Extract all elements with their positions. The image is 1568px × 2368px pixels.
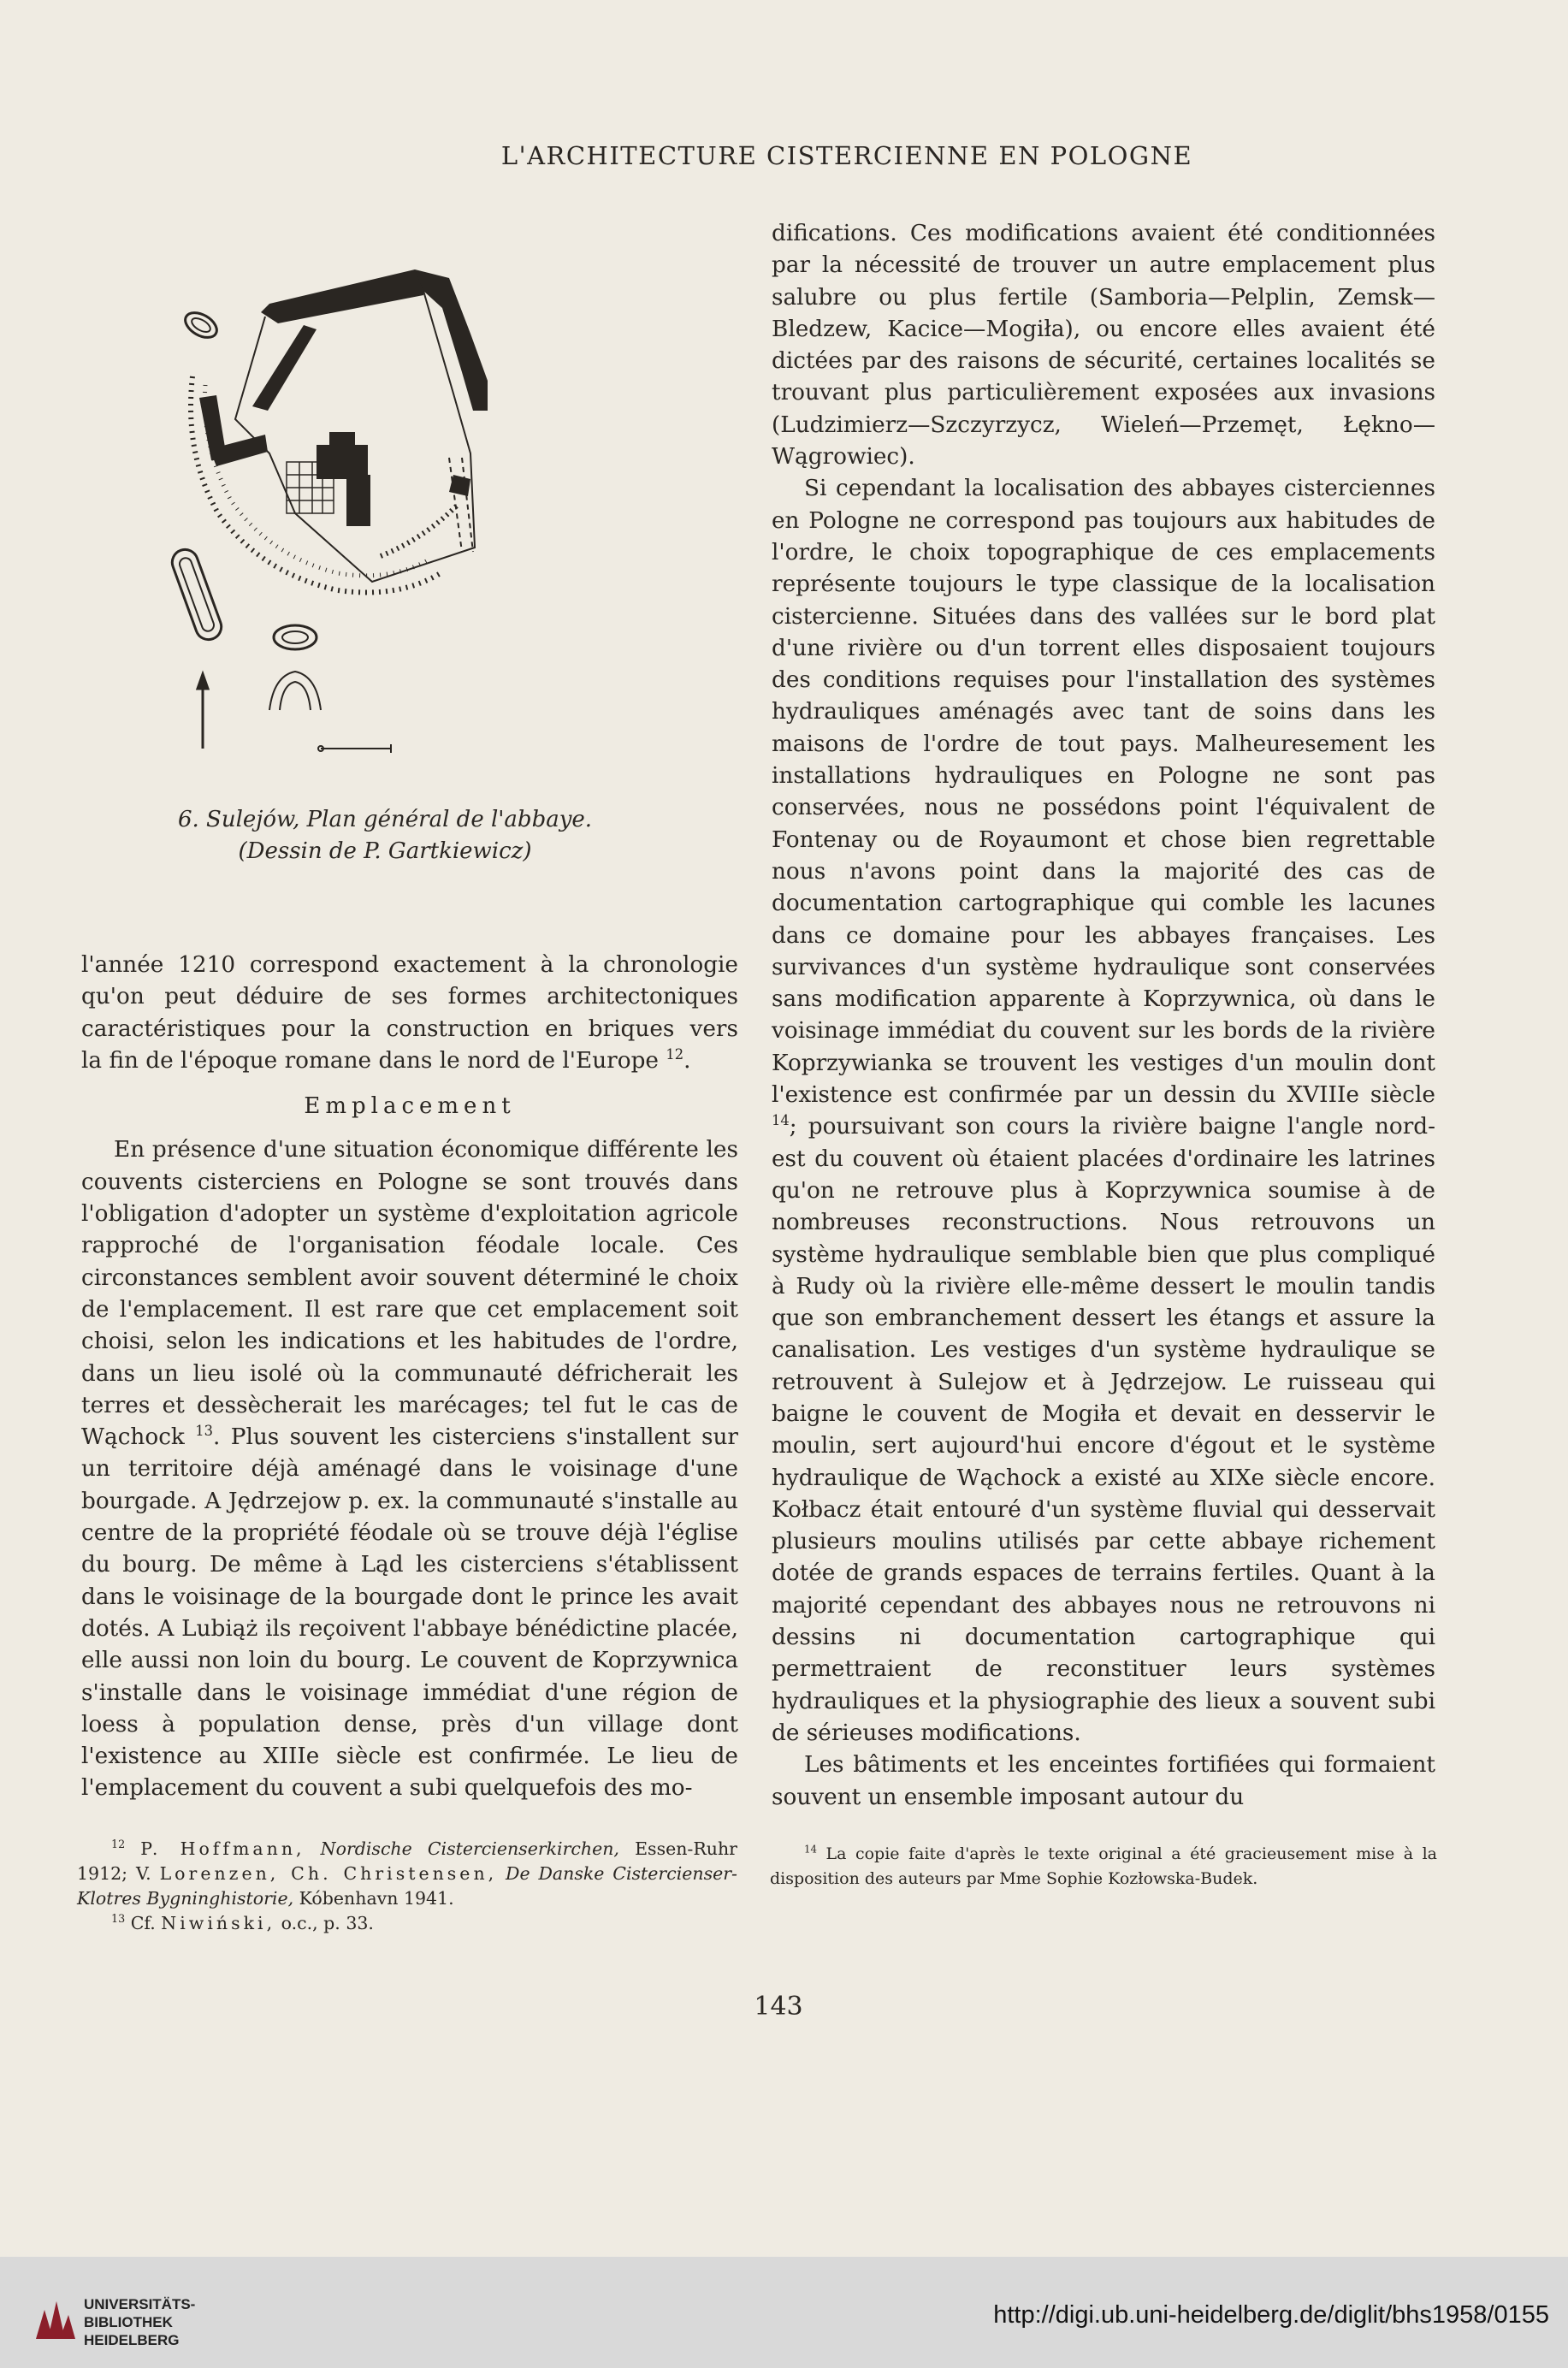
source-url[interactable]: http://digi.ub.uni-heidelberg.de/diglit/bhs1958/0155 bbox=[993, 2301, 1549, 2329]
paragraph-continued: difications. Ces modifications avaient été conditionnées par la nécessité de trouver un autre emplacement plus salubre ou plus fertile (Samboria—Pelplin, Zemsk—Bledzew, Kacice—Mogiła), ou encore elles avaient été dictées par des raisons de sécurité, certaines localités se trouvant plus particulièrement exposées aux invasions (Ludzimierz—Szczyrzycz, Wieleń—Przemęt, Łękno—Wągrowiec). bbox=[772, 221, 1435, 471]
section-heading: Emplacement bbox=[304, 1093, 516, 1120]
footnote-14-number: 14 bbox=[804, 1843, 817, 1856]
paragraph-emplacement-text-a: En présence d'une situation économique différente les couvents cisterciens en Pologne se sont trouvés dans l'obligation d'adopter un système d'exploitation agricole rapproché de l'organisation féodale locale. Ces circonstances semblent avoir souvent déterminé le choix de l'emplacement. Il est rare que cet emplacement soit choisi, selon les indications et les habitudes de l'ordre, dans un lieu isolé où la communauté défricherait les terres et dessècherait les marécages; tel fut le cas de Wąchock bbox=[81, 1137, 738, 1451]
figure-caption bbox=[120, 804, 650, 867]
caption-line-1: 6. Sulejów, Plan général de l'abbaye. bbox=[177, 807, 593, 832]
footnote-14 bbox=[770, 1842, 1437, 1891]
logo-line-2: BIBLIOTHEK bbox=[84, 2314, 173, 2330]
footnote-13-prefix: Cf. bbox=[130, 1913, 156, 1933]
running-header: L'ARCHITECTURE CISTERCIENNE EN POLOGNE bbox=[500, 141, 1193, 170]
footnote-ref-13: 13 bbox=[195, 1423, 214, 1440]
paragraph-emplacement bbox=[81, 1134, 738, 1804]
footnote-12-title-1: Nordische Cistercienserkirchen, bbox=[320, 1838, 619, 1859]
footnotes-right bbox=[770, 1842, 1437, 1891]
paragraph-hydraulics-text-b: ; poursuivant son cours la rivière baigne l'angle nord-est du couvent où étaient placées d'ordinaire les latrines qu'on ne retrouve plus à Koprzywnica soumise à de nombreuses reconstructions. Nous retrouvons un système hydraulique semblable bien que plus compliqué à Rudy où la rivière elle-même dessert le moulin tandis que son embranchement dessert les étangs et assure la canalisation. Les vestiges d'un système hydraulique se retrouvent à Sulejow et à Jędrzejow. Le ruisseau qui baigne le couvent de Mogiła et devait en desservir le moulin, sert aujourd'hui encore d'égout et le système hydraulique de Wąchock a existé au XIXe siècle encore. Kołbacz était entouré d'un système fluvial qui desservait plusieurs moulins utilisés par cette abbaye richement dotée de grands espaces de terrains fertiles. Quant à la majorité cependant des abbayes nous ne retrouvons ni dessins ni documentation cartographique qui permettraient de reconstituer leurs systèmes hydrauliques et la physiographie des lieux a souvent subi de sérieuses modifications. bbox=[772, 1114, 1435, 1746]
paragraph-hydraulics bbox=[772, 473, 1435, 1749]
caption-line-2: (Dessin de P. Gartkiewicz) bbox=[238, 838, 532, 864]
footnote-ref-14: 14 bbox=[772, 1112, 790, 1129]
footnote-ref-12: 12 bbox=[666, 1046, 684, 1063]
footnote-13 bbox=[77, 1911, 737, 1936]
paragraph-emplacement-text-b: . Plus souvent les cisterciens s'installent sur un territoire déjà aménagé dans le voisinage d'une bourgade. A Jędrzejow p. ex. la communauté s'installe au centre de la propriété féodale où se trouve déjà l'église du bourg. De même à Ląd les cisterciens s'établissent dans le voisinage de la bourgade dont le prince les avait dotés. A Lubiąż ils reçoivent l'abbaye bénédictine placée, elle aussi non loin du bourg. Le couvent de Koprzywnica s'installe dans le voisinage immédiat d'une région de loess à population dense, près d'un village dont l'existence au XIIIe siècle est confirmée. Le lieu de l'emplacement du couvent a subi quelquefois des mo- bbox=[81, 1424, 739, 1802]
intro-line: caractéristiques pour la construction en briques vers bbox=[81, 1015, 738, 1042]
footnote-12-title-2: De Danske Cistercienser-Klotres Bygninghistorie, bbox=[77, 1863, 737, 1909]
intro-line-last-text: la fin de l'époque romane dans le nord de l'Europe bbox=[81, 1047, 659, 1074]
footnotes-left bbox=[77, 1837, 737, 1936]
footnote-12-rest-2: Kóbenhavn 1941. bbox=[299, 1888, 454, 1909]
paragraph-buildings: Les bâtiments et les enceintes fortifiées qui formaient souvent un ensemble imposant autour du bbox=[772, 1752, 1435, 1810]
right-column bbox=[772, 218, 1435, 1814]
abbey-plan-figure bbox=[167, 231, 500, 761]
footnote-12-number: 12 bbox=[111, 1838, 126, 1851]
footnote-12-author-2: Lorenzen, Ch. Christensen, bbox=[159, 1863, 498, 1884]
logo-line-3: HEIDELBERG bbox=[84, 2332, 180, 2348]
footnote-14-text: La copie faite d'après le texte original a été gracieusement mise à la disposition des auteurs par Mme Sophie Kozłowska-Budek. bbox=[770, 1844, 1437, 1888]
intro-line-last: la fin de l'époque romane dans le nord de l'Europe $^{12}$. bbox=[81, 1046, 691, 1074]
intro-line: qu'on peut déduire de ses formes architectoniques bbox=[81, 984, 738, 1010]
footnote-12-rest-1: Essen-Ruhr 1912; V. bbox=[77, 1838, 737, 1884]
logo-line-1: UNIVERSITÄTS- bbox=[84, 2296, 196, 2312]
intro-line: l'année 1210 correspond exactement à la chronologie bbox=[81, 952, 738, 978]
university-library-logo-icon bbox=[34, 2298, 77, 2341]
footnote-13-rest: o.c., p. 33. bbox=[281, 1913, 374, 1933]
library-logo-text bbox=[84, 2295, 195, 2349]
page-number: 143 bbox=[754, 1992, 803, 2022]
footnote-12-author-1: P. Hoffmann, bbox=[140, 1838, 305, 1859]
left-column bbox=[81, 950, 738, 1805]
footnote-12 bbox=[77, 1837, 737, 1911]
footnote-13-author: Niwiński, bbox=[161, 1913, 276, 1933]
paragraph-hydraulics-text-a: Si cependant la localisation des abbayes cisterciennes en Pologne ne correspond pas toujours aux habitudes de l'ordre, le choix topographique de ces emplacements représente toujours le type classique de la localisation cistercienne. Situées dans des vallées sur le bord plat d'une rivière ou d'un torrent elles disposaient toujours des conditions requises pour l'installation des systèmes hydrauliques aménagés avec tant de soins dans les maisons de l'ordre de tout pays. Malheuresement les installations hydrauliques en Pologne ne sont pas conservées, nous ne possédons point l'équivalent de Fontenay ou de Royaumont et chose bien regrettable nous n'avons point dans la majorité des cas de documentation cartographique qui comble les lacunes dans ce domaine pour les abbayes françaises. Les survivances d'un système hydraulique sont conservées sans modification apparente à Koprzywnica, où dans le voisinage immédiat du couvent sur les bords de la rivière Koprzywianka se trouvent les vestiges d'un moulin dont l'existence est confirmée par un dessin du XVIIIe siècle bbox=[772, 476, 1435, 1109]
footnote-13-number: 13 bbox=[111, 1912, 126, 1926]
